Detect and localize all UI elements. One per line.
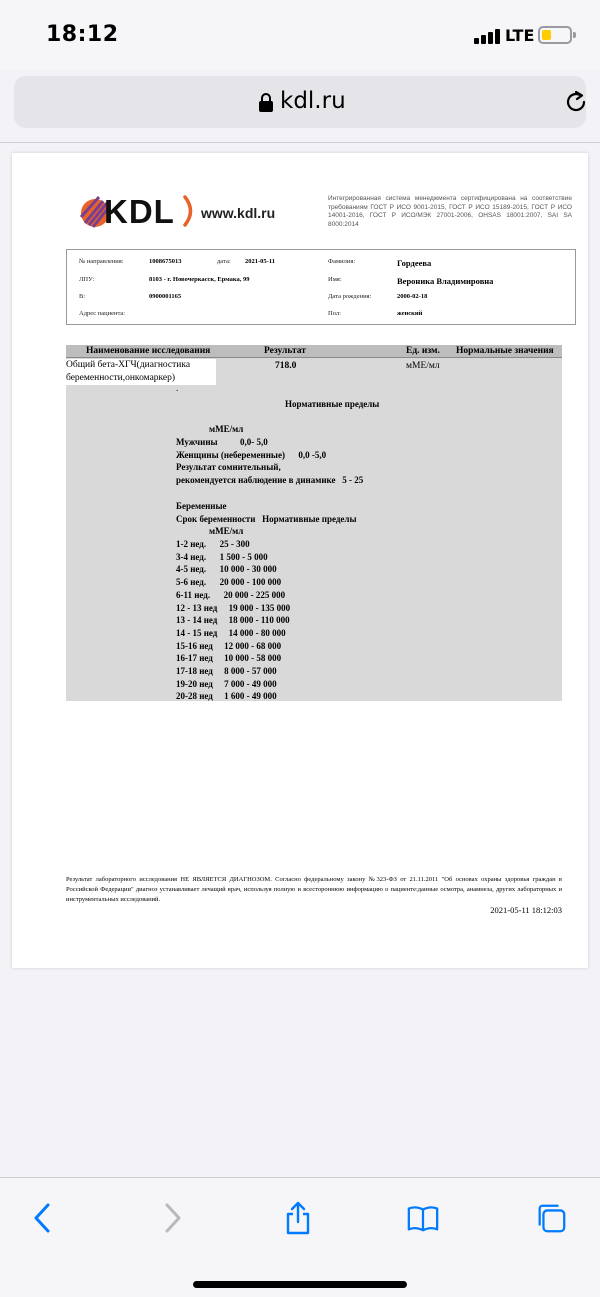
url-text[interactable]: kdl.ru (280, 88, 346, 114)
reference-line: мМЕ/мл (209, 526, 244, 536)
tabs-icon[interactable] (534, 1200, 568, 1236)
reference-line: Срок беременности Нормативные пределы (176, 514, 357, 524)
v-value: 0900001165 (149, 293, 182, 300)
bookmarks-icon[interactable] (406, 1200, 440, 1236)
reference-line: Беременные (176, 501, 227, 511)
v-label: В: (79, 293, 86, 300)
reference-line: мМЕ/мл (209, 424, 244, 434)
address-bar[interactable] (14, 76, 586, 128)
dob-label: Дата рождения: (328, 293, 372, 300)
site-link[interactable]: www.kdl.ru (201, 205, 276, 221)
surname-value: Гордеева (397, 258, 432, 268)
test-name: Общий бета-ХГЧ(диагностика беременности,онкомаркер) (66, 359, 216, 385)
lpu-value: 8103 - г. Новочеркасск, Ермака, 99 (149, 276, 250, 283)
divider (0, 142, 600, 143)
reload-icon[interactable] (563, 89, 589, 115)
address-label: Адрес пациента: (79, 310, 126, 317)
reference-line: 16-17 нед 10 000 - 58 000 (176, 653, 282, 663)
disclaimer-text: Результат лабораторного исследования НЕ ЯВЛЯЕТСЯ ДИАГНОЗОМ. Согласно федеральному закону №323-ФЗ от 21.11.2011 "Об основах охраны здоровья граждан в Российской Федерации" диагноз устанавливает лечащий врач, используя полную и всестороннюю информацию о пациенте:данные осмотра, анамнеза, других лабораторных и инструментальных исследований. (66, 876, 562, 903)
share-icon[interactable] (281, 1200, 315, 1236)
battery-icon (538, 26, 572, 44)
sex-label: Пол: (328, 310, 341, 317)
reference-line: 19-20 нед 7 000 - 49 000 (176, 679, 277, 689)
reference-line: 17-18 нед 8 000 - 57 000 (176, 666, 277, 676)
test-unit: мМЕ/мл (406, 361, 440, 371)
patient-info-box (66, 249, 576, 325)
reference-line: 15-16 нед 12 000 - 68 000 (176, 641, 282, 651)
header-unit: Ед. изм. (406, 346, 440, 356)
name-label: Имя: (328, 276, 342, 283)
reference-line: 12 - 13 нед 19 000 - 135 000 (176, 603, 291, 613)
test-result: 718.0 (275, 361, 297, 371)
reference-line: 1-2 нед. 25 - 300 (176, 539, 250, 549)
lab-report-page (12, 153, 588, 968)
reference-line: Результат сомнительный, (176, 462, 281, 472)
reference-line: 14 - 15 нед 14 000 - 80 000 (176, 628, 286, 638)
header-result: Результат (264, 346, 306, 356)
name-value: Вероника Владимировна (397, 276, 494, 286)
reference-line: рекомендуется наблюдение в динамике 5 - 25 (176, 475, 364, 485)
logo-bracket-icon (182, 195, 198, 227)
date-value: 2021-05-11 (245, 258, 275, 265)
sex-value: женский (397, 310, 423, 317)
logo-text: KDL (104, 193, 175, 230)
report-timestamp: 2021-05-11 18:12:03 (490, 905, 562, 915)
reference-line: Женщины (небеременные) 0,0 -5,0 (176, 450, 327, 460)
reference-line: 20-28 нед 1 600 - 49 000 (176, 691, 277, 701)
reference-line: 4-5 нед. 10 000 - 30 000 (176, 564, 277, 574)
reference-line: Нормативные пределы (285, 399, 380, 409)
status-time: 18:12 (46, 22, 119, 47)
surname-label: Фамилия: (328, 258, 356, 265)
header-test-name: Наименование исследования (86, 346, 211, 356)
date-label: дата: (217, 258, 231, 265)
reference-line: 3-4 нед. 1 500 - 5 000 (176, 552, 268, 562)
browser-toolbar (0, 1177, 600, 1297)
certification-text: Интегрированная система менеджмента сертифицирована на соответствие требованиям ГОСТ Р ИСО 9001-2015, ГОСТ Р ИСО 15189-2015, ГОСТ Р ИСО 14001-2016, ГОСТ Р ИСО/МЭК 27001-2006, OHSAS 18001:2007, SAI SA 8000:2014 (328, 195, 572, 228)
reference-line: Мужчины 0,0- 5,0 (176, 437, 268, 447)
reference-line: 6-11 нед. 20 000 - 225 000 (176, 590, 286, 600)
referral-label: № направления: (79, 258, 124, 265)
lock-icon (259, 93, 273, 112)
signal-icon (474, 28, 500, 44)
referral-value: 1008675013 (149, 258, 182, 265)
forward-icon[interactable] (155, 1200, 189, 1236)
header-normal-values: Нормальные значения (456, 346, 554, 356)
separator-dot: . (176, 383, 179, 393)
reference-line: 5-6 нед. 20 000 - 100 000 (176, 577, 282, 587)
lpu-label: ЛПУ: (79, 276, 95, 283)
home-indicator (193, 1281, 407, 1288)
status-bar (0, 0, 600, 70)
network-type: LTE (505, 26, 535, 45)
results-table-header (66, 345, 562, 358)
reference-line: 13 - 14 нед 18 000 - 110 000 (176, 615, 290, 625)
dob-value: 2000-02-18 (397, 293, 428, 300)
back-icon[interactable] (26, 1200, 60, 1236)
